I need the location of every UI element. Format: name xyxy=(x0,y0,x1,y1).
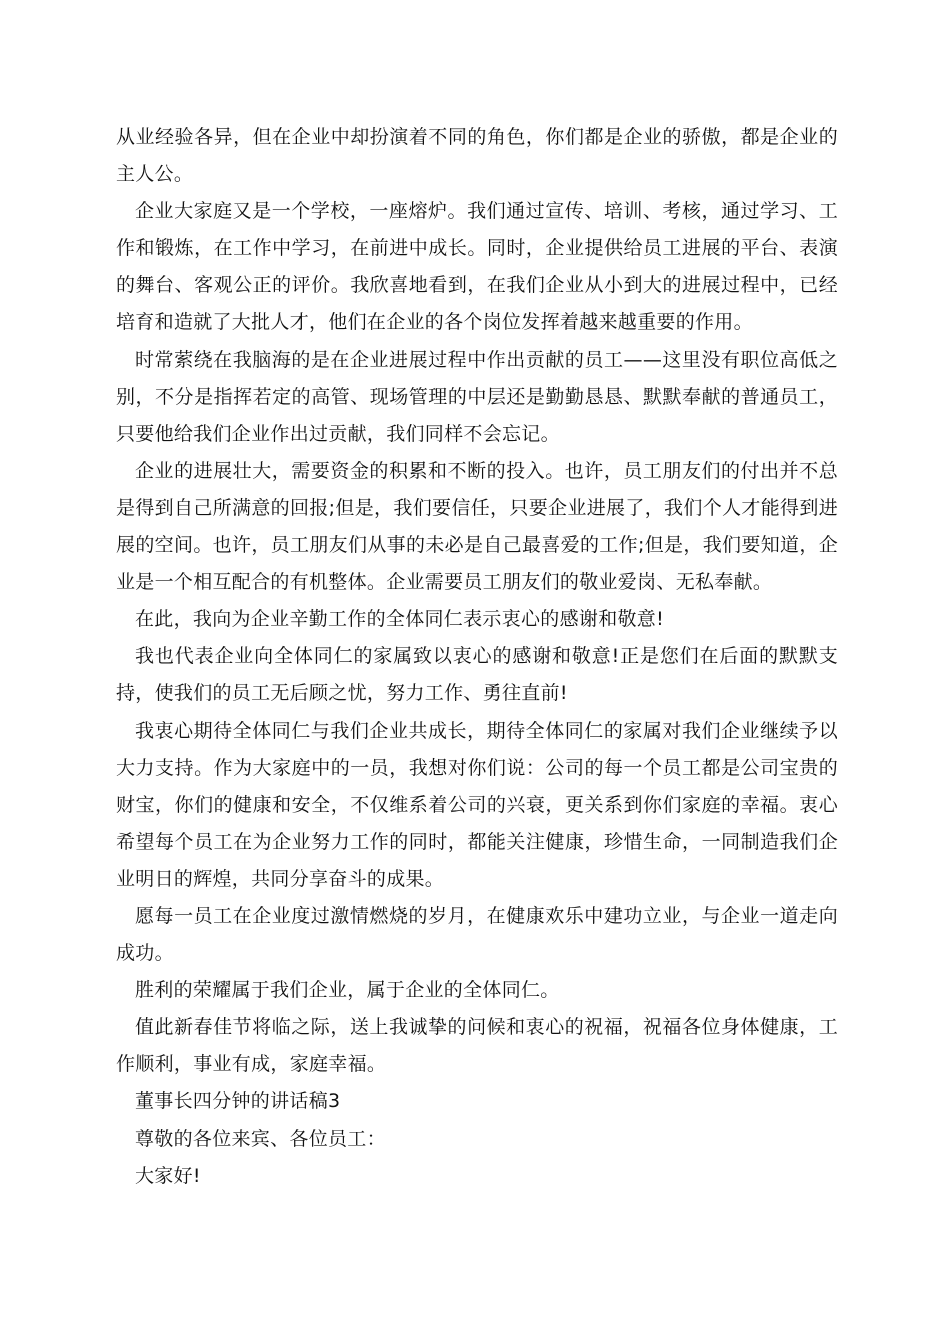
paragraph: 值此新春佳节将临之际，送上我诚挚的问候和衷心的祝福，祝福各位身体健康，工作顺利，事业有成，家庭幸福。 xyxy=(116,1016,838,1076)
greeting: 大家好! xyxy=(135,1164,201,1187)
paragraph: 胜利的荣耀属于我们企业，属于企业的全体同仁。 xyxy=(135,979,560,1002)
document-body xyxy=(116,119,838,1195)
paragraph: 我衷心期待全体同仁与我们企业共成长，期待全体同仁的家属对我们企业继续予以大力支持。作为大家庭中的一员，我想对你们说：公司的每一个员工都是公司宝贵的财宝，你们的健康和安全，不仅维系着公司的兴衰，更关系到你们家庭的幸福。衷心希望每个员工在为企业努力工作的同时，都能关注健康，珍惜生命，一同制造我们企业明日的辉煌，共同分享奋斗的成果。 xyxy=(116,719,838,890)
paragraph-continued: 从业经验各异，但在企业中却扮演着不同的角色，你们都是企业的骄傲，都是企业的主人公。 xyxy=(116,126,838,186)
paragraph: 愿每一员工在企业度过激情燃烧的岁月，在健康欢乐中建功立业，与企业一道走向成功。 xyxy=(116,904,838,965)
paragraph: 企业大家庭又是一个学校，一座熔炉。我们通过宣传、培训、考核，通过学习、工作和锻炼，在工作中学习，在前进中成长。同时，企业提供给员工进展的平台、表演的舞台、客观公正的评价。我欣喜地看到，在我们企业从小到大的进展过程中，已经培育和造就了大批人才，他们在企业的各个岗位发挥着越来越重要的作用。 xyxy=(116,200,838,334)
salutation: 尊敬的各位来宾、各位员工： xyxy=(135,1127,386,1150)
section-heading: 董事长四分钟的讲话稿3 xyxy=(135,1090,341,1113)
paragraph: 时常萦绕在我脑海的是在企业进展过程中作出贡献的员工——这里没有职位高低之别，不分是指挥若定的高管、现场管理的中层还是勤勤恳恳、默默奉献的普通员工，只要他给我们企业作出过贡献，我们同样不会忘记。 xyxy=(116,348,838,445)
paragraph: 我也代表企业向全体同仁的家属致以衷心的感谢和敬意!正是您们在后面的默默支持，使我们的员工无后顾之忧，努力工作、勇往直前! xyxy=(116,645,838,705)
paragraph: 企业的进展壮大，需要资金的积累和不断的投入。也许，员工朋友们的付出并不总是得到自己所满意的回报;但是，我们要信任，只要企业进展了，我们个人才能得到进展的空间。也许，员工朋友们从事的未必是自己最喜爱的工作;但是，我们要知道，企业是一个相互配合的有机整体。企业需要员工朋友们的敬业爱岗、无私奉献。 xyxy=(116,459,838,594)
paragraph: 在此，我向为企业辛勤工作的全体同仁表示衷心的感谢和敬意! xyxy=(135,608,665,631)
